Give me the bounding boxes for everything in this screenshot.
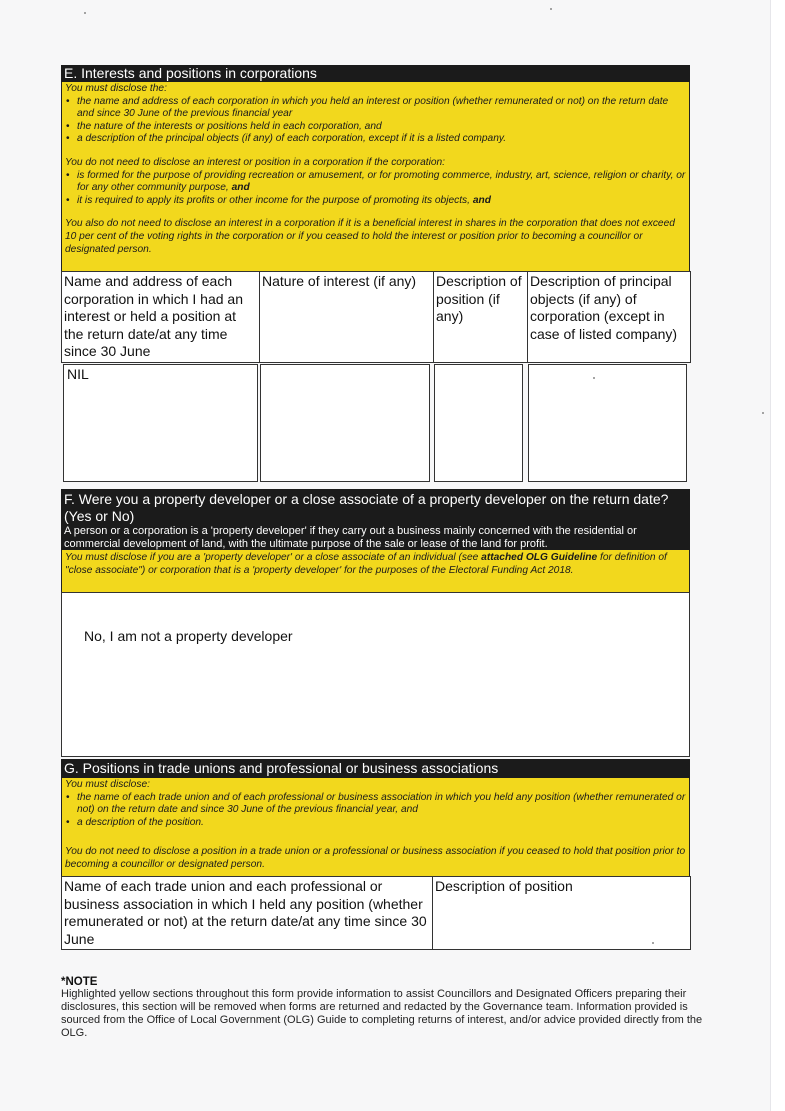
scan-speck [593, 377, 595, 379]
section-e-intro: You must disclose the: [65, 83, 167, 94]
list-item: • a description of the principal objects (if any) of each corporation, except if it is a listed company. [65, 133, 686, 146]
list-item: • is formed for the purpose of providing recreation or amusement, or for promoting commerce, industry, art, science, religion or charity, or for any other community purpose, and [65, 170, 686, 195]
section-e-table [61, 271, 690, 363]
section-g-not-need: You do not need to disclose a position in a trade union or a professional or business association if you ceased to hold that position prior to becoming a councillor or designated person. [65, 846, 686, 870]
section-e-must-list [65, 96, 686, 146]
section-e-not-need-intro: You do not need to disclose an interest or position in a corporation if the corporation: [65, 156, 446, 168]
list-item: • a description of the position. [65, 817, 686, 830]
principal-objects-field[interactable] [528, 364, 687, 482]
nature-of-interest-field[interactable] [260, 364, 430, 482]
footnote-text: Highlighted yellow sections throughout this form provide information to assist Councillors and Designated Officers preparing their disclosures, this section will be removed when forms are returned and redacted by the Governance team. Information provided is sourced from the Office of Local Government (OLG) Guide to completing returns of interest, and/or advice provided directly from the OLG. [61, 988, 703, 1039]
position-description-field[interactable]: Description of position [433, 877, 691, 950]
section-f-note: You must disclose if you are a 'property developer' or a close associate of an individual (see attached OLG Guideline for definition of "close associate") or corporation that is a 'property developer' for the purposes of the Electoral Funding Act 2018. [65, 552, 667, 576]
corporation-name-field[interactable]: NIL [63, 364, 258, 482]
property-developer-answer-box[interactable] [61, 592, 690, 757]
list-item: • the nature of the interests or positions held in each corporation, and [65, 121, 686, 134]
list-item: • it is required to apply its profits or other income for the purpose of promoting its objects, and [65, 195, 686, 208]
section-f-title: F. Were you a property developer or a close associate of a property developer on the return date? (Yes or No) [64, 491, 669, 524]
column-header: Nature of interest (if any) [260, 272, 434, 363]
scan-speck [84, 12, 86, 14]
section-e-header: E. Interests and positions in corporations [61, 65, 690, 82]
position-description-field[interactable] [434, 364, 523, 482]
column-header: Description of principal objects (if any) of corporation (except in case of listed company) [528, 272, 691, 363]
list-item: • the name and address of each corporation in which you held an interest or position (whether remunerated or not) on the return date and since 30 June of the previous financial year [65, 96, 686, 121]
section-f-definition: A person or a corporation is a 'property developer' if they carry out a business mainly concerned with the residential or commercial development of land, with the ultimate purpose of the sale or lease of the land for profit. [64, 525, 637, 550]
section-e-guidance [61, 82, 690, 271]
property-developer-answer: No, I am not a property developer [84, 628, 293, 644]
column-header: Description of position (if any) [434, 272, 528, 363]
footnote [61, 976, 711, 1040]
section-g-guidance [61, 778, 690, 876]
scan-speck [762, 412, 764, 414]
footnote-title: *NOTE [61, 976, 98, 988]
section-f-guidance [61, 550, 690, 592]
scan-speck [652, 942, 654, 944]
section-e-also-note: You also do not need to disclose an interest in a corporation if it is a beneficial interest in shares in the corporation that does not exceed 10 per cent of the voting rights in the corporation or if you ceased to hold the interest or position prior to becoming a councillor or designated person. [65, 218, 675, 255]
section-g-intro: You must disclose: [65, 779, 150, 790]
section-g-table [61, 876, 690, 950]
column-header: Name and address of each corporation in which I had an interest or held a position at the return date/at any time since 30 June [62, 272, 260, 363]
scan-speck [550, 8, 552, 10]
section-g-list [65, 792, 686, 830]
section-g-header: G. Positions in trade unions and professional or business associations [61, 759, 690, 778]
trade-union-name-field[interactable]: Name of each trade union and each professional or business association in which I held any position (whether remunerated or not) at the return date/at any time since 30 June [62, 877, 433, 950]
section-f-header [61, 489, 690, 550]
section-e-not-list [65, 170, 686, 208]
list-item: • the name of each trade union and of each professional or business association in which you held any position (whether remunerated or not) on the return date and since 30 June of the previous financial year, and [65, 792, 686, 817]
